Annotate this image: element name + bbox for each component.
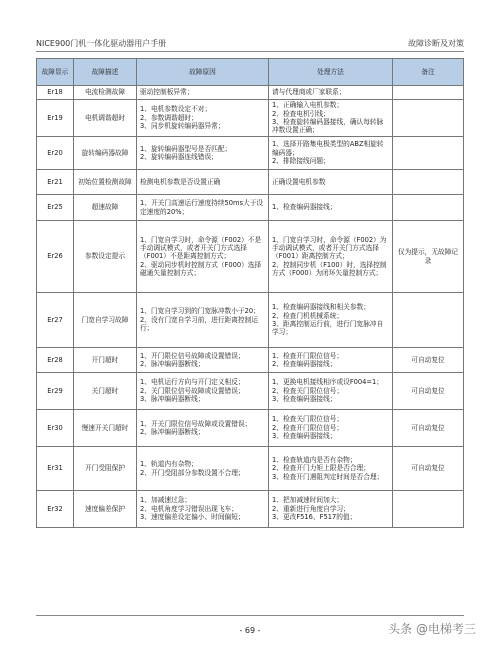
fault-description: 速度偏差保护 — [74, 491, 137, 528]
fault-note: 可自动复位 — [393, 447, 464, 491]
reason-line: 2、没有门宽自学习前，进行距离控制运行； — [140, 315, 258, 333]
table-row — [37, 100, 464, 137]
table-row — [37, 221, 464, 293]
reason-line: 2、旋转编码器连线错误； — [140, 153, 218, 161]
method-line: 3、检查旋转编码器接线，确认每转脉冲数设置正确； — [272, 118, 384, 135]
method-line: 3、更改F516、F517的值； — [272, 513, 357, 522]
method-line: 2、检查门机机械系统； — [272, 311, 344, 320]
fault-code: Er28 — [37, 348, 74, 373]
method-line: 2、检查电机引线； — [272, 109, 330, 118]
reason-line: 1、开门限位信号故障或设置错误； — [140, 351, 245, 360]
fault-reason — [137, 410, 269, 447]
page-number: - 69 - — [239, 626, 261, 635]
fault-method — [269, 348, 393, 373]
fault-description: 开门超时 — [74, 348, 137, 373]
header-method: 处理方法 — [269, 59, 393, 86]
fault-method — [269, 373, 393, 410]
fault-reason — [137, 86, 269, 100]
method-line: 1、检查轨道内是否有杂物； — [272, 455, 357, 464]
fault-code: Er30 — [37, 410, 74, 447]
method-line: 1、更换电机接线相序或设F004=1； — [272, 378, 383, 387]
fault-description: 初始位置检测故障 — [74, 170, 137, 195]
method-line: 3、距离控制运行前，进行门宽脉冲自学习； — [272, 320, 384, 337]
method-line: 1、选择开路集电极类型的ABZ相旋转编码器； — [272, 140, 384, 157]
fault-code: Er19 — [37, 100, 74, 137]
method-line: 1、检查编码器接线； — [272, 203, 337, 212]
reason-line: 2、脉冲编码器断线； — [140, 360, 205, 368]
fault-code: Er27 — [37, 293, 74, 348]
fault-reason — [137, 137, 269, 170]
reason-line: 3、速度偏差设定偏小、时间偏短； — [140, 513, 245, 522]
fault-description: 旋转编码器故障 — [74, 137, 137, 170]
fault-reason — [137, 100, 269, 137]
footer-divider — [36, 615, 464, 616]
reason-line: 驱动控制板异常； — [140, 88, 194, 97]
manual-title: NICE900门机一体化驱动器用户手册 — [36, 39, 167, 48]
fault-note — [393, 170, 464, 195]
fault-method — [269, 447, 393, 491]
reason-line: 2、关门限位信号故障或设置错误； — [140, 386, 245, 395]
reason-line: 3、同步机旋转编码器异常； — [140, 122, 225, 131]
table-row — [37, 86, 464, 100]
fault-description: 门宽自学习故障 — [74, 293, 137, 348]
fault-code: Er29 — [37, 373, 74, 410]
fault-description: 电机调谐超时 — [74, 100, 137, 137]
fault-code: Er20 — [37, 137, 74, 170]
method-line: 2、检查关门限位信号； — [272, 386, 344, 395]
method-line: 2、检查开门限位信号； — [272, 423, 344, 432]
table-row — [37, 348, 464, 373]
reason-line: 2、开门受阻部分参数设置不合理； — [140, 468, 245, 477]
method-line: 2、控制同步机（F100）时，选择控制方式（F000）为闭环矢量控制方式； — [272, 260, 387, 278]
fault-code: Er26 — [37, 221, 74, 293]
fault-method — [269, 221, 393, 293]
fault-note: 仅为提示，无故障记录 — [393, 221, 464, 293]
header-reason: 故障原因 — [137, 59, 269, 86]
table-row — [37, 195, 464, 221]
reason-line: 1、开关门限位信号故障或设置错误； — [140, 419, 252, 428]
fault-note — [393, 100, 464, 137]
fault-note: 可自动复位 — [393, 373, 464, 410]
table-row — [37, 373, 464, 410]
header-desc: 故障描述 — [74, 59, 137, 86]
method-line: 1、检查开门限位信号； — [272, 351, 344, 360]
header-note: 备注 — [393, 59, 464, 86]
fault-description: 关门超时 — [74, 373, 137, 410]
page-header — [36, 38, 464, 52]
table-header-row — [37, 59, 464, 86]
fault-code: Er18 — [37, 86, 74, 100]
fault-method — [269, 410, 393, 447]
table-row — [37, 137, 464, 170]
table-row — [37, 491, 464, 528]
fault-method — [269, 100, 393, 137]
fault-code: Er25 — [37, 195, 74, 221]
fault-note — [393, 293, 464, 348]
reason-line: 2、驱动同步机时控制方式（F000）选择磁通矢量控制方式； — [140, 260, 262, 278]
fault-note — [393, 86, 464, 100]
reason-line: 1、开关门高速运行速度持续50ms大于设定速度的20%； — [140, 199, 264, 216]
method-line: 正确设置电机参数 — [272, 177, 326, 186]
fault-method — [269, 195, 393, 221]
reason-line: 2、参数调谐超时； — [140, 113, 198, 122]
reason-line: 1、电机运行方向与开门定义相反； — [140, 378, 245, 387]
reason-line: 2、脉冲编码器断线； — [140, 428, 205, 436]
method-line: 1、检查编码器接线和相关参数； — [272, 303, 370, 312]
fault-description: 开门受阻保护 — [74, 447, 137, 491]
fault-code: Er21 — [37, 170, 74, 195]
fault-method — [269, 170, 393, 195]
fault-description: 超速故障 — [74, 195, 137, 221]
fault-note — [393, 195, 464, 221]
fault-table — [36, 58, 464, 528]
method-line: 3、检查编码器接线； — [272, 432, 337, 441]
fault-note — [393, 491, 464, 528]
reason-line: 1、电机参数设定不对； — [140, 105, 212, 114]
method-line: 1、检查关门限位信号； — [272, 415, 344, 424]
method-line: 1、门宽自学习时，命令源（F002）为手动调试模式，或者开关门方式选择（F001）距离控制方式； — [272, 235, 387, 261]
fault-reason — [137, 293, 269, 348]
table-row — [37, 447, 464, 491]
fault-reason — [137, 170, 269, 195]
method-line: 3、检查开门遇阻判定时间是否合理； — [272, 472, 384, 481]
fault-reason — [137, 491, 269, 528]
table-body — [37, 86, 464, 528]
method-line: 3、检查编码器接线； — [272, 395, 337, 404]
method-line: 1、正确输入电机参数； — [272, 101, 344, 110]
fault-reason — [137, 447, 269, 491]
fault-description: 慢速开关门超时 — [74, 410, 137, 447]
method-line: 请与代理商或厂家联系； — [272, 88, 346, 97]
fault-reason — [137, 373, 269, 410]
table-row — [37, 170, 464, 195]
fault-code: Er31 — [37, 447, 74, 491]
reason-line: 2、电机角度学习错误出现飞车； — [140, 504, 238, 513]
reason-line: 检测电机参数是否设置正确 — [140, 177, 221, 186]
fault-note: 可自动复位 — [393, 410, 464, 447]
table-row — [37, 293, 464, 348]
section-title: 故障诊断及对策 — [408, 39, 464, 48]
method-line: 2、排除接线问题； — [272, 157, 330, 166]
fault-reason — [137, 195, 269, 221]
fault-description: 参数设定提示 — [74, 221, 137, 293]
fault-description: 电流检测故障 — [74, 86, 137, 100]
method-line: 1、把加减速时间加大； — [272, 496, 344, 505]
method-line: 2、检查编码器接线； — [272, 360, 337, 368]
fault-note: 可自动复位 — [393, 348, 464, 373]
reason-line: 3、脉冲编码器断线； — [140, 395, 205, 404]
table-row — [37, 410, 464, 447]
reason-line: 1、轨道内有杂物； — [140, 460, 198, 469]
reason-line: 1、旋转编码器型号是否匹配； — [140, 144, 232, 153]
reason-line: 1、加减速过急； — [140, 496, 192, 505]
fault-reason — [137, 348, 269, 373]
header-divider — [36, 51, 464, 52]
fault-method — [269, 86, 393, 100]
reason-line: 1、门宽自学习到的门宽脉冲数小于20； — [140, 307, 260, 316]
fault-code: Er32 — [37, 491, 74, 528]
reason-line: 1、门宽自学习时，命令源（F002）不是手动调试模式，或者开关门方式选择（F001）不是距离控制方式； — [140, 235, 262, 261]
fault-method — [269, 137, 393, 170]
header-code: 故障显示 — [37, 59, 74, 86]
fault-method — [269, 293, 393, 348]
watermark: 头条 @电梯考三 — [388, 622, 476, 636]
method-line: 2、重新进行角度自学习； — [272, 504, 350, 513]
method-line: 2、检查开门力矩上限是否合理； — [272, 464, 370, 473]
fault-note — [393, 137, 464, 170]
fault-reason — [137, 221, 269, 293]
fault-method — [269, 491, 393, 528]
